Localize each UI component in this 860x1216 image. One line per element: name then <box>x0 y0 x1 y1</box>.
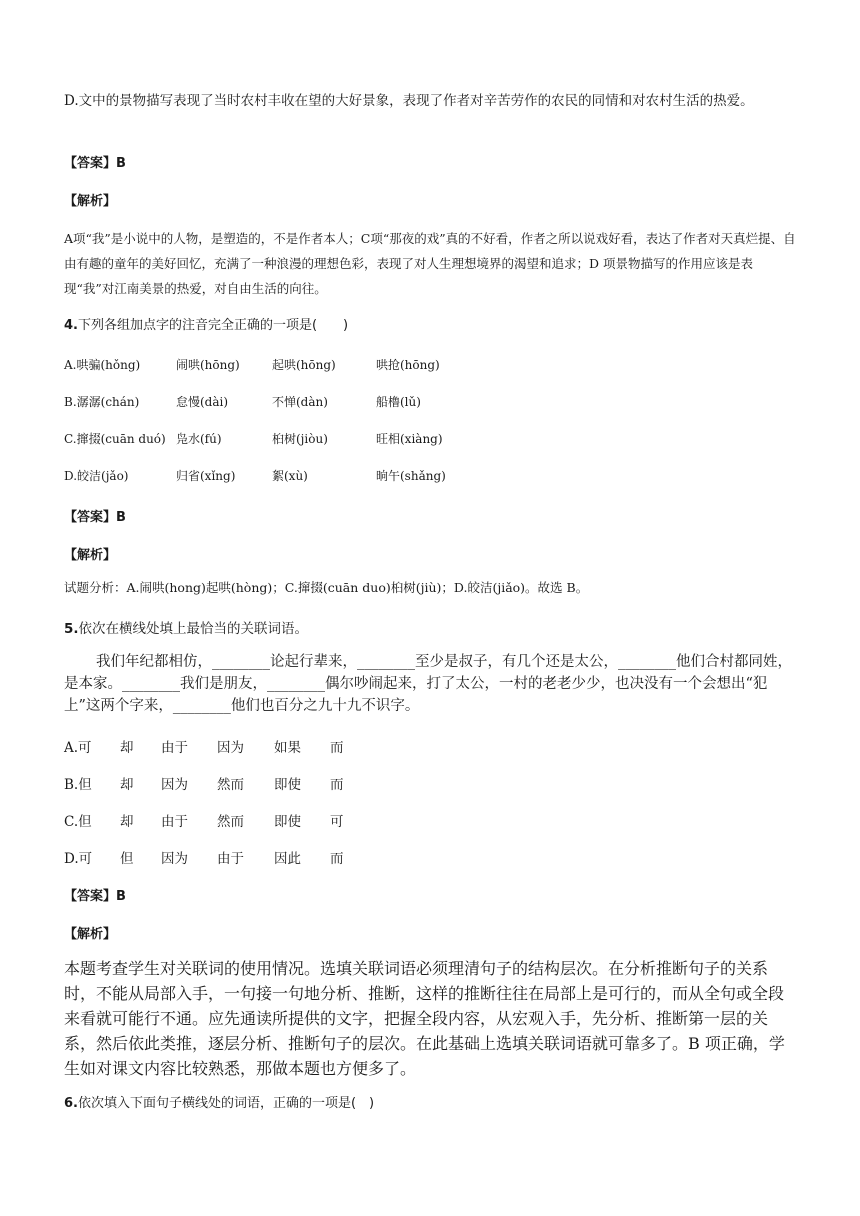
option-cell: 由于 <box>161 814 188 830</box>
option-cell: 晌午(shǎng) <box>376 469 446 483</box>
question-text: 依次在横线处填上最恰当的关联词语。 <box>78 621 309 637</box>
option-cell: 可 <box>330 814 344 830</box>
option-cell: 却 <box>120 740 134 756</box>
option-cell: 如果 <box>274 740 301 756</box>
option-cell: D.皎洁(jǎo) <box>64 469 129 483</box>
option-cell: 却 <box>120 814 134 830</box>
option-cell: 哄抢(hōng) <box>376 358 440 372</box>
option-cell: 而 <box>330 851 344 867</box>
question-number: 5. <box>64 621 79 637</box>
option-cell: C.撺掇(cuān duó) <box>64 432 166 446</box>
option-cell: 而 <box>330 777 344 793</box>
option-cell: 因为 <box>217 740 244 756</box>
analysis-label-q3: 【解析】 <box>64 194 117 209</box>
option-cell: A.哄骗(hǒng) <box>64 358 141 372</box>
question-4 <box>64 314 796 333</box>
option-cell: 船橹(lǔ) <box>376 395 421 409</box>
option-cell: 旺相(xiàng) <box>376 432 443 446</box>
option-cell: 即使 <box>274 814 301 830</box>
answer-label-q4: 【答案】B <box>64 510 126 525</box>
option-d-text: D.文中的景物描写表现了当时农村丰收在望的大好景象，表现了作者对辛苦劳作的农民的同情和对农村生活的热爱。 <box>64 93 754 109</box>
question-6 <box>64 1092 796 1111</box>
question-5 <box>64 617 796 637</box>
option-cell: 因此 <box>274 851 301 867</box>
option-cell: 由于 <box>161 740 188 756</box>
option-cell: 闹哄(hōng) <box>176 358 240 372</box>
option-cell: 因为 <box>161 777 188 793</box>
option-cell: 因为 <box>161 851 188 867</box>
option-cell: 即使 <box>274 777 301 793</box>
question-text: 下列各组加点字的注音完全正确的一项是( ) <box>77 318 349 333</box>
option-cell: 桕树(jiòu) <box>272 432 328 446</box>
analysis-text-q3: A项“我”是小说中的人物，是塑造的，不是作者本人；C项“那夜的戏”真的不好看，作者之所以说戏好看，表达了作者对天真烂提、自由有趣的童年的美好回忆，充满了一种浪漫的理想色彩，表现了对人生理想境界的渴望和追求；D 项景物描写的作用应该是表现“我”对江南美景的热爱，对自由生活的向往。 <box>64 231 796 296</box>
option-cell: D.可 <box>64 851 93 867</box>
option-cell: 却 <box>120 777 134 793</box>
option-cell: 絮(xù) <box>272 469 308 483</box>
analysis-text-q5: 本题考查学生对关联词的使用情况。选填关联词语必须理清句子的结构层次。在分析推断句子的关系时，不能从局部入手，一句接一句地分析、推断，这样的推断往往在局部上是可行的，而从全句或全段来看就可能行不通。应先通读所提供的文字，把握全段内容，从宏观入手，先分析、推断第一层的关系，然后依此类推，逐层分析、推断句子的层次。在此基础上选填关联词语就可靠多了。B 项正确，学生如对课文内容比较熟悉，那做本题也方便多了。 <box>64 959 785 1078</box>
option-cell: B.潺潺(chán) <box>64 395 140 409</box>
option-cell: 但 <box>120 851 134 867</box>
option-cell: 怠慢(dài) <box>176 395 229 409</box>
analysis-text-q4: 试题分析：A.闹哄(hong)起哄(hòng)；C.撺掇(cuān duo)桕树(jiù)；D.皎洁(jiǎo)。故选 B。 <box>64 580 589 595</box>
option-cell: C.但 <box>64 814 92 830</box>
question-number: 6. <box>64 1096 78 1111</box>
option-cell: 不惮(dàn) <box>272 395 328 409</box>
option-cell: 然而 <box>217 814 244 830</box>
option-cell: 凫水(fú) <box>176 432 222 446</box>
option-cell: 而 <box>330 740 344 756</box>
q5-passage: 我们年纪都相仿，________论起行辈来，________至少是叔子，有几个还是太公，________他们合村都同姓，是本家。________我们是朋友，________偶尔吵闹起来，打了太公，一村的老老少少，也决没有一个会想出“犯上”这两个字来，________他们也百分之九十九不识字。 <box>64 654 792 714</box>
option-cell: 归省(xǐng) <box>176 469 236 483</box>
option-cell: 然而 <box>217 777 244 793</box>
answer-label-q3: 【答案】B <box>64 156 126 171</box>
option-cell: 起哄(hōng) <box>272 358 336 372</box>
option-cell: B.但 <box>64 777 92 793</box>
analysis-label-q5: 【解析】 <box>64 927 117 942</box>
answer-label-q5: 【答案】B <box>64 889 126 904</box>
question-number: 4. <box>64 318 78 333</box>
option-cell: A.可 <box>64 740 92 756</box>
option-cell: 由于 <box>217 851 244 867</box>
question-text: 依次填入下面句子横线处的词语，正确的一项是( ) <box>77 1096 375 1111</box>
analysis-label-q4: 【解析】 <box>64 548 117 563</box>
